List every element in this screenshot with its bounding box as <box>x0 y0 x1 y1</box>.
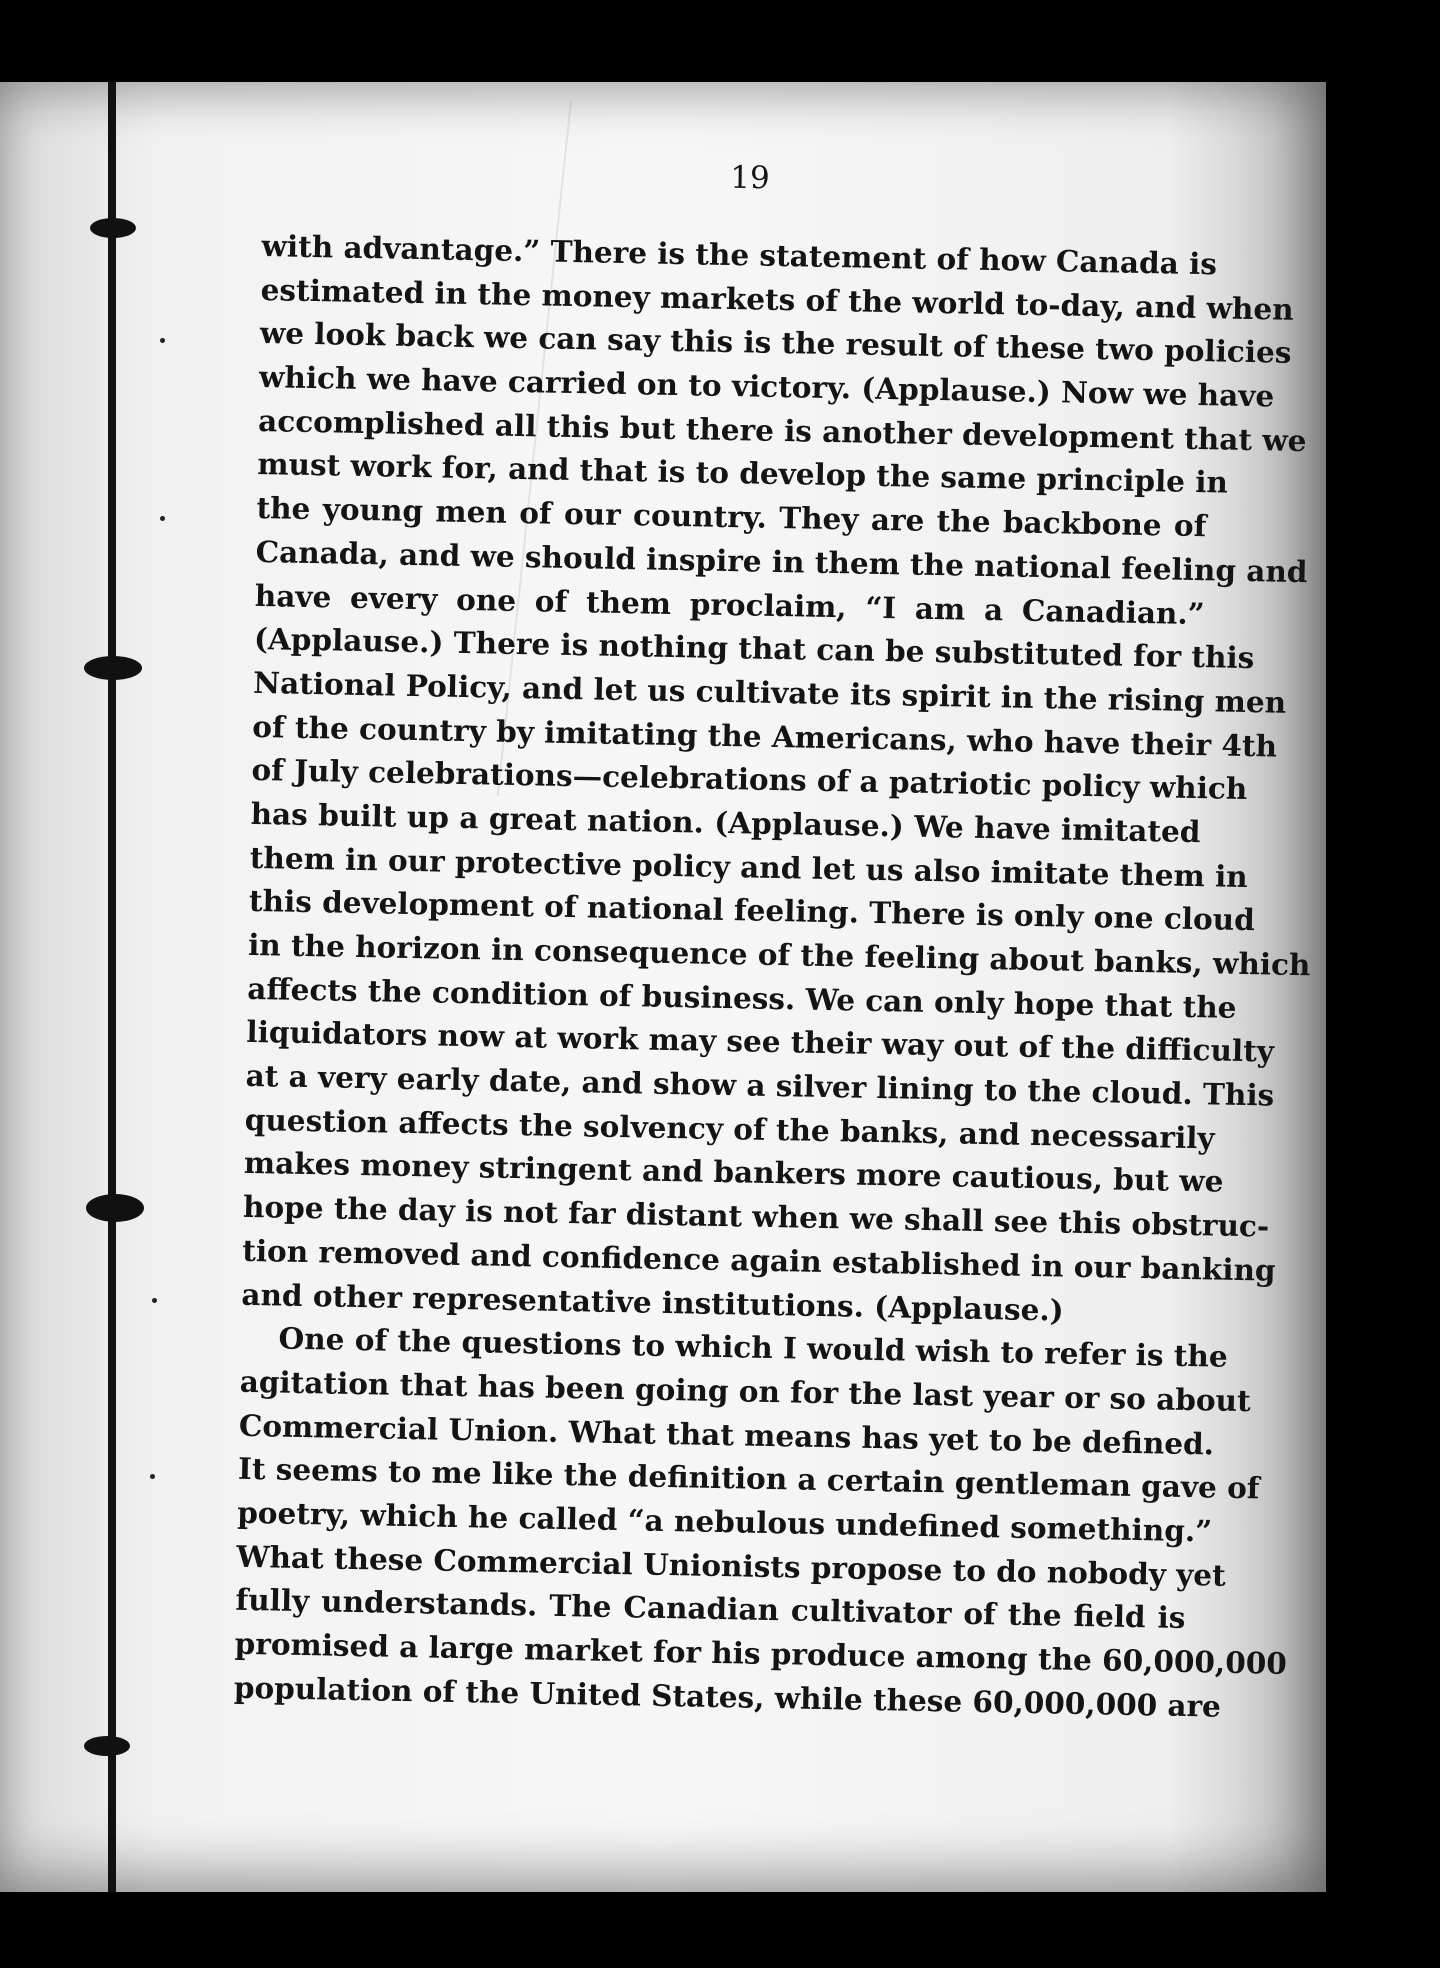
text-line: has built up a great nation. (Applause.) We have imitated <box>250 795 1201 850</box>
text-line: tion removed and confidence again established in our banking <box>241 1232 1276 1288</box>
text-line: Commercial Union. What that means has yet to be defined. <box>238 1407 1215 1462</box>
text-line: them in our protective policy and let us also imitate them in <box>249 839 1249 894</box>
text-line: have every one of them proclaim, “I am a Canadian.” <box>254 577 1206 631</box>
text-line: of the country by imitating the Americans, who have their 4th <box>252 708 1278 764</box>
text-line: National Policy, and let us cultivate its spirit in the rising men <box>252 664 1287 720</box>
text-line: makes money stringent and bankers more cautious, but we <box>243 1145 1224 1200</box>
text-line: agitation that has been going on for the last year or so about <box>239 1363 1252 1419</box>
binding-knot <box>86 1194 144 1222</box>
margin-speck <box>160 338 165 343</box>
margin-speck <box>160 516 165 521</box>
binding-knot <box>90 218 136 238</box>
margin-speck <box>152 1298 157 1303</box>
binding-knot <box>84 1736 130 1756</box>
text-line: question affects the solvency of the banks, and necessarily <box>244 1101 1215 1156</box>
text-line: population of the United States, while these 60,000,000 are <box>233 1669 1222 1724</box>
text-line: accomplished all this but there is another development that we <box>257 402 1307 458</box>
text-line: poetry, which he called “a nebulous undefined something.” <box>236 1494 1213 1549</box>
text-line: Canada, and we should inspire in them the national feeling and <box>255 533 1308 589</box>
binding-stitch-line <box>108 82 116 1892</box>
paragraph <box>233 1316 1288 1727</box>
text-line: affects the condition of business. We can only hope that the <box>246 970 1237 1025</box>
text-line: at a very early date, and show a silver lining to the cloud. This <box>245 1057 1275 1113</box>
text-line: hope the day is not far distant when we shall see this obstruc- <box>242 1188 1270 1244</box>
text-line: which we have carried on to victory. (Applause.) Now we have <box>258 359 1275 414</box>
text-line: must work for, and that is to develop the same principle in <box>257 446 1229 501</box>
text-line: of July celebrations—celebrations of a patriotic policy which <box>251 752 1248 807</box>
page-number: 19 <box>730 159 770 197</box>
text-line: liquidators now at work may see their way out of the difficulty <box>246 1014 1275 1069</box>
margin-speck <box>150 1474 155 1479</box>
binding-knot <box>84 656 142 680</box>
text-line: and other representative institutions. (Applause.) <box>241 1276 1065 1328</box>
text-line: estimated in the money markets of the world to-day, and when <box>260 271 1295 327</box>
text-line: What these Commercial Unionists propose to do nobody yet <box>236 1538 1227 1593</box>
text-line: the young men of our country. They are the backbone of <box>256 490 1207 544</box>
text-line: this development of national feeling. There is only one cloud <box>248 883 1256 938</box>
text-line: in the horizon in consequence of the feeling about banks, which <box>247 926 1311 983</box>
paragraph <box>241 224 1311 1334</box>
text-line: It seems to me like the definition a certain gentleman gave of <box>237 1451 1260 1506</box>
text-line: with advantage.” There is the statement of how Canada is <box>261 227 1218 282</box>
text-line: we look back we can say this is the result of these two policies <box>259 315 1292 371</box>
body-text <box>233 224 1311 1727</box>
text-line: One of the questions to which I would wish to refer is the <box>278 1320 1229 1374</box>
text-line: promised a large market for his produce among the 60,000,000 <box>234 1625 1288 1681</box>
text-line: fully understands. The Canadian cultivator of the field is <box>235 1582 1186 1636</box>
text-line: (Applause.) There is nothing that can be substituted for this <box>253 621 1255 676</box>
